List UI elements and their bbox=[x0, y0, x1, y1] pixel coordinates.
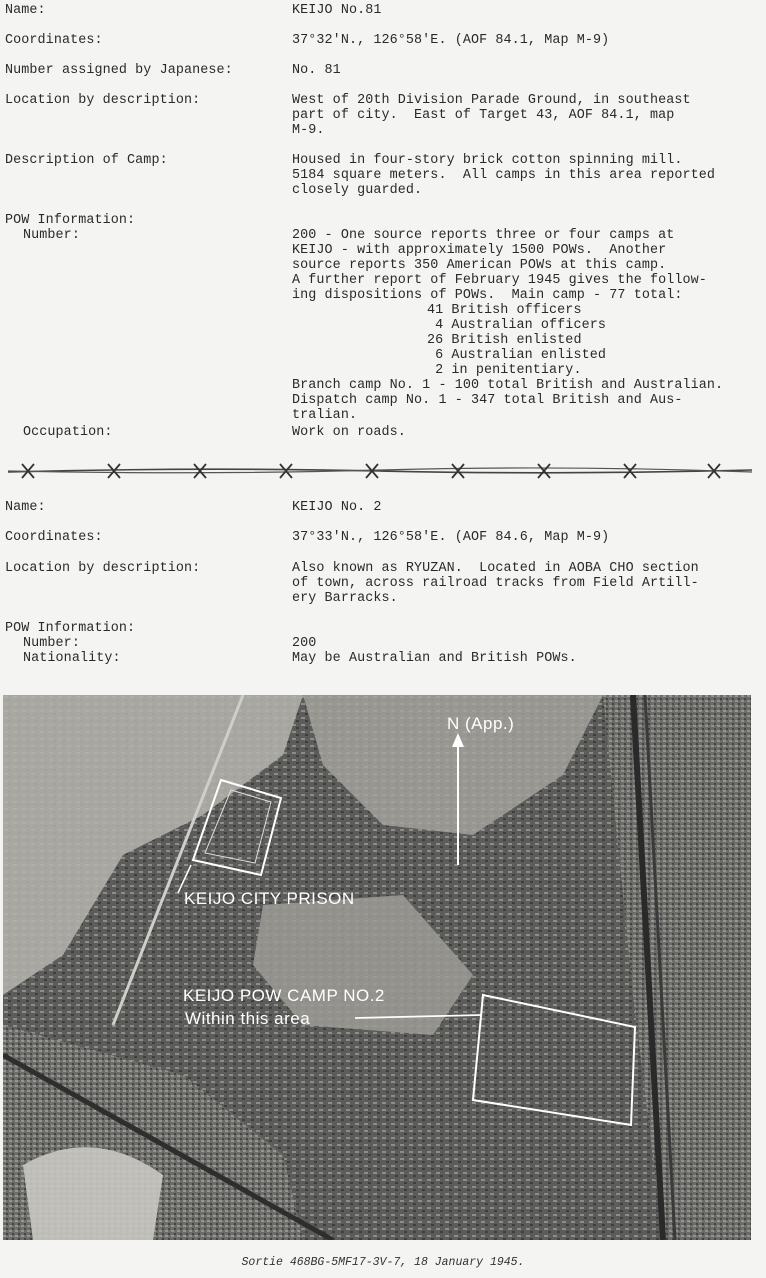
camp2-name-value: KEIJO No. 2 bbox=[292, 500, 382, 515]
camp2-pow-label: POW Information: bbox=[5, 621, 136, 636]
camp1-number-label: Number assigned by Japanese: bbox=[5, 63, 233, 78]
camp2-nationality-value: May be Australian and British POWs. bbox=[292, 651, 577, 666]
camp1-coord-value: 37°32'N., 126°58'E. (AOF 84.1, Map M-9) bbox=[292, 33, 610, 48]
camp-label-line2: Within this area bbox=[185, 1009, 311, 1028]
camp1-location-line: part of city. East of Target 43, AOF 84.1, map bbox=[292, 108, 675, 123]
camp1-disposition: 4 Australian officers bbox=[427, 318, 606, 333]
camp1-location-line: West of 20th Division Parade Ground, in southeast bbox=[292, 93, 691, 108]
camp1-occupation-label: Occupation: bbox=[23, 425, 113, 440]
barbed-wire-divider bbox=[0, 456, 766, 486]
prison-label: KEIJO CITY PRISON bbox=[184, 889, 355, 908]
camp1-location-line: M-9. bbox=[292, 123, 325, 138]
camp2-coord-value: 37°33'N., 126°58'E. (AOF 84.6, Map M-9) bbox=[292, 530, 610, 545]
camp1-branch-line: Branch camp No. 1 - 100 total British and Australian. bbox=[292, 378, 724, 393]
camp1-coord-label: Coordinates: bbox=[5, 33, 103, 48]
camp1-disposition: 2 in penitentiary. bbox=[427, 363, 582, 378]
photo-caption: Sortie 468BG-5MF17-3V-7, 18 January 1945. bbox=[241, 1256, 525, 1269]
camp2-number-value: 200 bbox=[292, 636, 317, 651]
camp1-pow-line: 200 - One source reports three or four camps at bbox=[292, 228, 675, 243]
camp1-name-value: KEIJO No.81 bbox=[292, 3, 382, 18]
camp1-desc-line: closely guarded. bbox=[292, 183, 423, 198]
camp1-pow-number-label: Number: bbox=[23, 228, 80, 243]
aerial-photograph bbox=[3, 695, 751, 1240]
camp1-disposition: 6 Australian enlisted bbox=[427, 348, 606, 363]
camp1-desc-line: Housed in four-story brick cotton spinning mill. bbox=[292, 153, 683, 168]
camp1-desc-label: Description of Camp: bbox=[5, 153, 168, 168]
camp2-location-line: ery Barracks. bbox=[292, 591, 398, 606]
camp1-name-label: Name: bbox=[5, 3, 46, 18]
camp1-occupation-value: Work on roads. bbox=[292, 425, 406, 440]
camp1-branch-line: tralian. bbox=[292, 408, 358, 423]
camp-label-line1: KEIJO POW CAMP NO.2 bbox=[183, 986, 385, 1005]
camp2-nationality-label: Nationality: bbox=[23, 651, 121, 666]
camp1-location-label: Location by description: bbox=[5, 93, 201, 108]
north-approx-label: N (App.) bbox=[447, 714, 515, 733]
camp1-disposition: 26 British enlisted bbox=[427, 333, 582, 348]
camp2-name-label: Name: bbox=[5, 500, 46, 515]
camp1-desc-line: 5184 square meters. All camps in this area reported bbox=[292, 168, 716, 183]
camp1-number-value: No. 81 bbox=[292, 63, 341, 78]
camp2-location-line: Also known as RYUZAN. Located in AOBA CHO section bbox=[292, 561, 699, 576]
camp2-number-label: Number: bbox=[23, 636, 80, 651]
camp1-pow-line: source reports 350 American POWs at this camp. bbox=[292, 258, 667, 273]
camp1-disposition: 41 British officers bbox=[427, 303, 582, 318]
camp1-pow-line: KEIJO - with approximately 1500 POWs. Another bbox=[292, 243, 667, 258]
aerial-photo-svg bbox=[3, 695, 751, 1240]
camp1-pow-line: ing dispositions of POWs. Main camp - 77 total: bbox=[292, 288, 683, 303]
camp1-pow-line: A further report of February 1945 gives the follow- bbox=[292, 273, 707, 288]
camp2-location-label: Location by description: bbox=[5, 561, 201, 576]
camp1-branch-line: Dispatch camp No. 1 - 347 total British and Aus- bbox=[292, 393, 683, 408]
camp2-coord-label: Coordinates: bbox=[5, 530, 103, 545]
camp1-pow-label: POW Information: bbox=[5, 213, 136, 228]
camp2-location-line: of town, across railroad tracks from Field Artill- bbox=[292, 576, 699, 591]
